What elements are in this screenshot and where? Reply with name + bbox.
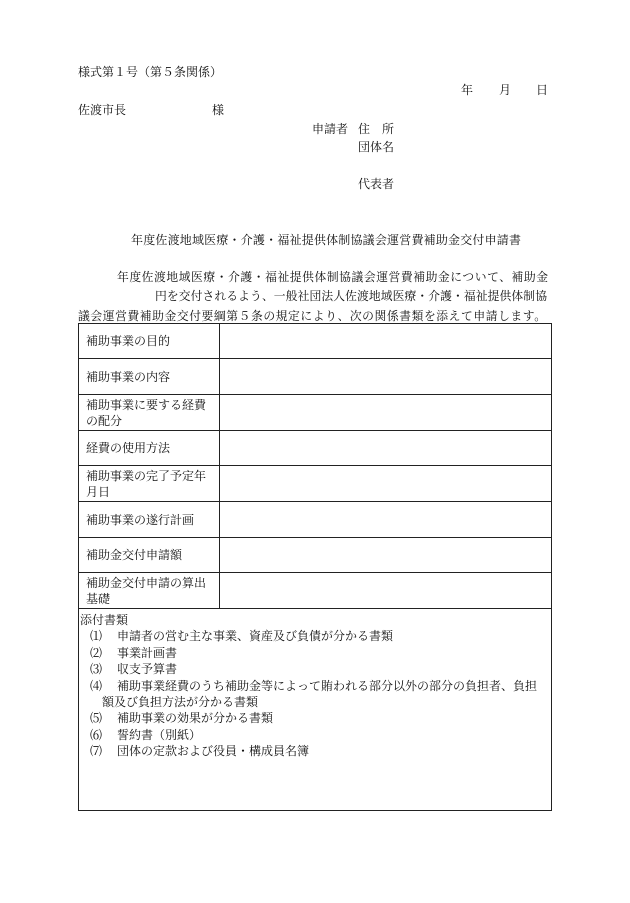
row-label: 補助事業の完了予定年 xyxy=(86,468,207,483)
date-month-label: 月 xyxy=(499,83,512,97)
attachment-item-text-continued: 額及び負担方法が分かる書類 xyxy=(102,695,259,710)
table-row xyxy=(79,573,551,609)
row-label-continued: の配分 xyxy=(86,413,123,428)
row-label: 補助金交付申請の算出 xyxy=(86,575,207,590)
attachment-item-number: ⑺ xyxy=(90,744,103,759)
row-label-cell xyxy=(79,538,220,572)
row-label-cell xyxy=(79,502,220,537)
row-value-cell xyxy=(220,324,551,358)
attachment-item-number: ⑸ xyxy=(90,711,103,726)
addressee-honorific: 様 xyxy=(212,103,225,117)
addressee-name: 佐渡市長 xyxy=(78,103,127,117)
table-row xyxy=(79,359,551,395)
attachment-item xyxy=(79,645,551,661)
attachment-item-text: 申請者の営む主な事業、資産及び負債が分かる書類 xyxy=(117,629,394,644)
body-text-line-3: 議会運営費補助金交付要綱第５条の規定により、次の関係書類を添えて申請します。 xyxy=(78,309,546,323)
form-number: 様式第１号（第５条関係） xyxy=(78,65,223,79)
row-label-cell xyxy=(79,359,220,394)
row-label-cell xyxy=(79,466,220,501)
attachment-item-text: 補助事業経費のうち補助金等によって賄われる部分以外の部分の負担者、負担 xyxy=(117,678,538,693)
table-row xyxy=(79,324,551,359)
row-label: 経費の使用方法 xyxy=(86,441,171,455)
table-row xyxy=(79,466,551,502)
body-text-line-1: 年度佐渡地域医療・介護・福祉提供体制協議会運営費補助金について、補助金 xyxy=(117,270,548,284)
row-label-cell xyxy=(79,573,220,608)
applicant-representative-label: 代表者 xyxy=(358,177,395,191)
applicant-organization-label: 団体名 xyxy=(358,140,395,154)
date-year-label: 年 xyxy=(461,83,474,97)
table-row xyxy=(79,431,551,466)
row-value-cell xyxy=(220,466,551,501)
row-label-cell xyxy=(79,324,220,358)
row-label-continued: 基礎 xyxy=(86,591,111,606)
table-row xyxy=(79,502,551,538)
attachments-heading: 添付書類 xyxy=(80,613,129,627)
row-value-cell xyxy=(220,359,551,394)
attachment-item-number: ⑶ xyxy=(90,662,103,677)
attachment-item xyxy=(79,678,551,694)
attachment-item-text: 誓約書（別紙） xyxy=(117,727,202,742)
attachment-item xyxy=(79,628,551,644)
row-value-cell xyxy=(220,538,551,572)
attachment-item xyxy=(79,727,551,743)
attachment-item-text: 収支予算書 xyxy=(117,662,178,677)
attachment-item xyxy=(79,743,551,759)
date-day-label: 日 xyxy=(536,83,549,97)
row-label: 補助事業の遂行計画 xyxy=(86,512,195,527)
row-label-cell xyxy=(79,395,220,430)
row-label: 補助事業の内容 xyxy=(86,369,171,384)
row-label-continued: 月日 xyxy=(86,484,111,499)
attachment-item-number: ⑷ xyxy=(90,678,103,693)
attachment-item xyxy=(79,661,551,677)
row-label: 補助事業に要する経費 xyxy=(86,397,207,412)
application-table xyxy=(78,323,552,811)
row-value-cell xyxy=(220,395,551,430)
attachment-item-text: 団体の定款および役員・構成員名簿 xyxy=(117,744,310,759)
row-label: 補助事業の目的 xyxy=(86,334,171,348)
table-row xyxy=(79,395,551,431)
attachment-item-number: ⑴ xyxy=(90,629,103,644)
document-title: 年度佐渡地域医療・介護・福祉提供体制協議会運営費補助金交付申請書 xyxy=(131,233,521,247)
row-value-cell xyxy=(220,502,551,537)
attachment-item-text: 補助事業の効果が分かる書類 xyxy=(117,711,274,726)
table-row xyxy=(79,538,551,573)
applicant-label: 申請者 xyxy=(312,122,349,136)
attachments-section xyxy=(79,609,551,810)
attachment-item-number: ⑵ xyxy=(90,645,103,660)
attachment-item-text: 事業計画書 xyxy=(117,645,178,660)
row-label: 補助金交付申請額 xyxy=(86,548,183,562)
body-text-line-2: 円を交付されるよう、一般社団法人佐渡地域医療・介護・福祉提供体制協 xyxy=(155,289,547,303)
row-label-cell xyxy=(79,431,220,465)
row-value-cell xyxy=(220,573,551,608)
applicant-address-label: 住 所 xyxy=(358,122,395,136)
attachment-item xyxy=(79,710,551,726)
row-value-cell xyxy=(220,431,551,465)
attachment-item-number: ⑹ xyxy=(90,727,103,742)
